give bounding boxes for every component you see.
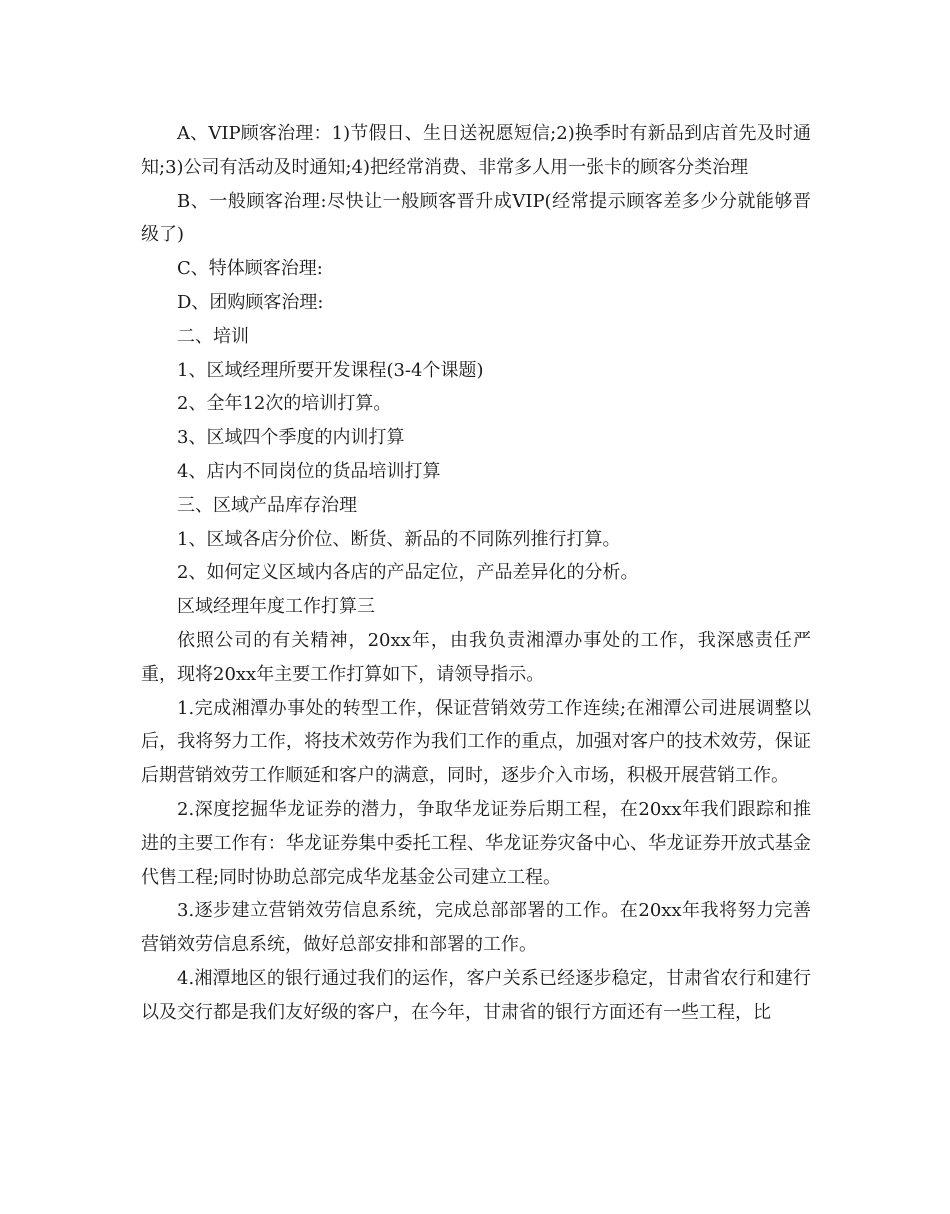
- document-body: [141, 117, 811, 1030]
- paragraph-item-1: 1.完成湘潭办事处的转型工作，保证营销效劳工作连续;在湘潭公司进展调整以后，我将努力工作，将技术效劳作为我们工作的重点，加强对客户的技术效劳，保证后期营销效劳工作顺延和客户的满意，同时，逐步介入市场，积极开展营销工作。: [141, 697, 811, 787]
- list-item-training-3: 3、区域四个季度的内训打算: [177, 427, 405, 449]
- paragraph-item-2: 2.深度挖掘华龙证券的潜力，争取华龙证券后期工程，在20xx年我们跟踪和推进的主要工作有：华龙证券集中委托工程、华龙证券灾备中心、华龙证券开放式基金代售工程;同时协助总部完成华龙基金公司建立工程。: [141, 798, 811, 888]
- paragraph-general-customers: B、一般顾客治理:尽快让一般顾客晋升成VIP(经常提示顾客差多少分就能够晋级了): [141, 190, 811, 246]
- list-item-training-1: 1、区域经理所要开发课程(3-4个课题): [177, 359, 484, 381]
- paragraph-intro: 依照公司的有关精神，20xx年，由我负责湘潭办事处的工作，我深感责任严重，现将20xx年主要工作打算如下，请领导指示。: [141, 629, 811, 685]
- section-title-plan-three: 区域经理年度工作打算三: [177, 596, 375, 618]
- paragraph-vip-customers: A、VIP顾客治理：1)节假日、生日送祝愿短信;2)换季时有新品到店首先及时通知;3)公司有活动及时通知;4)把经常消费、非常多人用一张卡的顾客分类治理: [141, 123, 811, 178]
- paragraph-item-4: 4.湘潭地区的银行通过我们的运作，客户关系已经逐步稳定，甘肃省农行和建行以及交行都是我们友好级的客户，在今年，甘肃省的银行方面还有一些工程，比: [141, 967, 811, 1023]
- list-item-inventory-1: 1、区域各店分价位、断货、新品的不同陈列推行打算。: [177, 528, 621, 550]
- list-item-training-2: 2、全年12次的培训打算。: [177, 393, 392, 415]
- section-heading-inventory: 三、区域产品库存治理: [177, 494, 357, 516]
- paragraph-group-customers: D、团购顾客治理:: [177, 291, 324, 313]
- paragraph-item-3: 3.逐步建立营销效劳信息系统，完成总部部署的工作。在20xx年我将努力完善营销效劳信息系统，做好总部安排和部署的工作。: [141, 900, 811, 956]
- list-item-training-4: 4、店内不同岗位的货品培训打算: [177, 460, 441, 482]
- paragraph-special-customers: C、特体顾客治理:: [177, 258, 323, 280]
- section-heading-training: 二、培训: [177, 325, 249, 347]
- list-item-inventory-2: 2、如何定义区域内各店的产品定位，产品差异化的分析。: [177, 562, 639, 584]
